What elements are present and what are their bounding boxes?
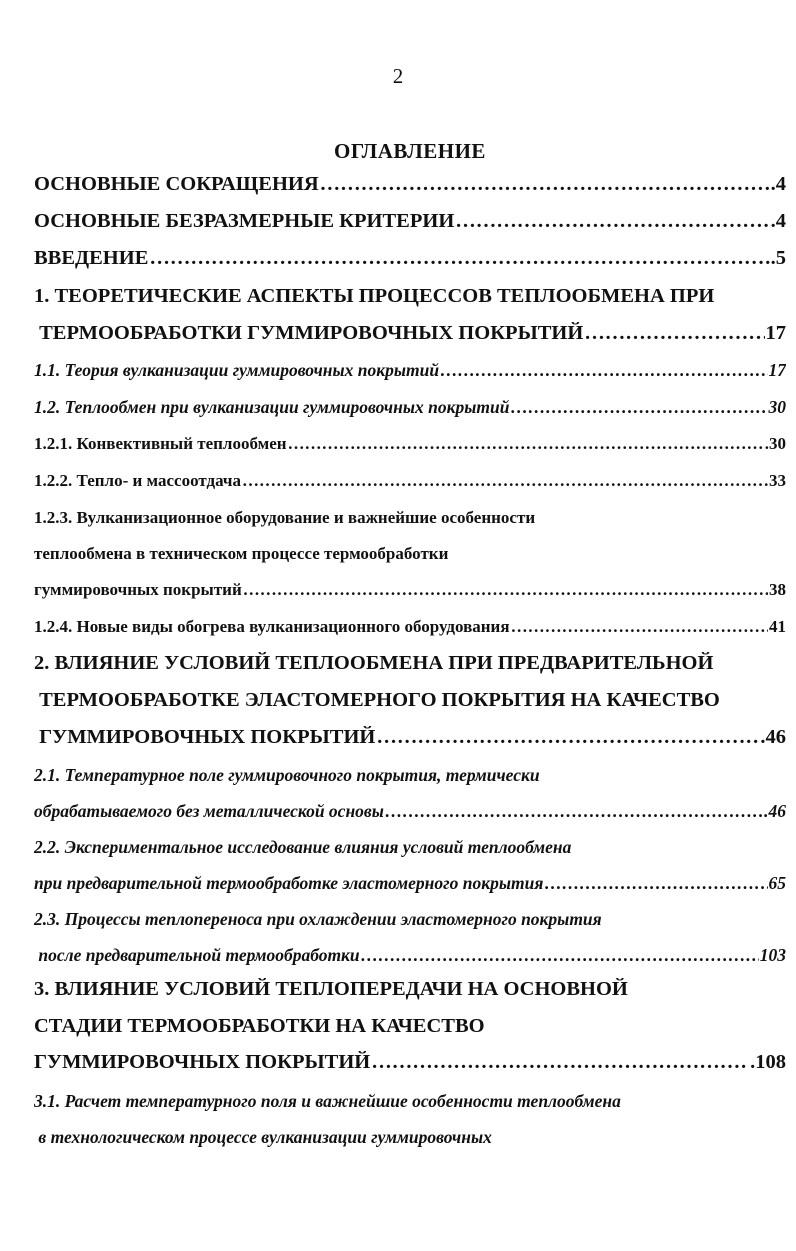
toc-section-1-2-4: 1.2.4. Новые виды обогрева вулканизационного оборудования …………………………………………………………………………………………………………………………………………………………………………………………………………………………………… 41	[34, 617, 786, 647]
toc-section-1-2-3-line-2: теплообмена в техническом процессе термообработки	[34, 544, 449, 563]
toc-section-1-1: 1.1. Теория вулканизации гуммировочных покрытий …………………………………………………………………………………………………………………………………………………………………………………………………………………………………… 17	[34, 360, 786, 390]
toc-section-2-1-line-1: 2.1. Температурное поле гуммировочного покрытия, термически	[34, 765, 540, 785]
toc-section-1-2-2: 1.2.2. Тепло- и массоотдача …………………………………………………………………………………………………………………………………………………………………………………………………………………………………… 33	[34, 471, 786, 501]
toc-chapter-3-line-2: СТАДИИ ТЕРМООБРАБОТКИ НА КАЧЕСТВО	[34, 1015, 485, 1037]
toc-chapter-2-line-2: ТЕРМООБРАБОТКЕ ЭЛАСТОМЕРНОГО ПОКРЫТИЯ НА КАЧЕСТВО	[34, 689, 720, 711]
toc-section-1-2: 1.2. Теплообмен при вулканизации гуммировочных покрытий …………………………………………………………………………………………………………………………………………………………………………………………………………………………………… 30	[34, 397, 786, 427]
toc-chapter-2-line-3: ГУММИРОВОЧНЫХ ПОКРЫТИЙ …………………………………………………………………………………………………………………………………………………………………………………………………………………………………… .46	[34, 726, 786, 756]
toc-chapter-3-line-3: ГУММИРОВОЧНЫХ ПОКРЫТИЙ …………………………………………………………………………………………………………………………………………………………………………………………………………………………………… .108	[34, 1051, 786, 1081]
toc-section-1-2-1: 1.2.1. Конвективный теплообмен …………………………………………………………………………………………………………………………………………………………………………………………………………………………………… .30	[34, 434, 786, 464]
toc-title: ОГЛАВЛЕНИЕ	[334, 139, 486, 163]
toc-section-2-3-line-2: после предварительной термообработки …………………………………………………………………………………………………………………………………………………………………………………………………………………………………… 103	[34, 945, 786, 975]
toc-section-2-1-line-2: обрабатываемого без металлической основы …………………………………………………………………………………………………………………………………………………………………………………………………………………………………… .46	[34, 801, 786, 831]
toc-section-2-2-line-2: при предварительной термообработке эластомерного покрытия …………………………………………………………………………………………………………………………………………………………………………………………………………………………………… 65	[34, 873, 786, 903]
toc-chapter-2-line-1: 2. ВЛИЯНИЕ УСЛОВИЙ ТЕПЛООБМЕНА ПРИ ПРЕДВАРИТЕЛЬНОЙ	[34, 652, 714, 674]
toc-entry-introduction: ВВЕДЕНИЕ …………………………………………………………………………………………………………………………………………………………………………………………………………………………………… .5	[34, 247, 786, 277]
toc-section-3-1-line-1: 3.1. Расчет температурного поля и важнейшие особенности теплообмена	[34, 1091, 621, 1111]
toc-section-2-3-line-1: 2.3. Процессы теплопереноса при охлаждении эластомерного покрытия	[34, 909, 602, 929]
toc-section-3-1-line-2: в технологическом процессе вулканизации гуммировочных	[34, 1127, 492, 1147]
toc-section-1-2-3-line-1: 1.2.3. Вулканизационное оборудование и важнейшие особенности	[34, 508, 536, 527]
page-number: 2	[392, 64, 404, 88]
toc-chapter-1-line-2: ТЕРМООБРАБОТКИ ГУММИРОВОЧНЫХ ПОКРЫТИЙ …………………………………………………………………………………………………………………………………………………………………………………………………………………………………… 17	[34, 322, 786, 352]
toc-chapter-3-line-1: 3. ВЛИЯНИЕ УСЛОВИЙ ТЕПЛОПЕРЕДАЧИ НА ОСНОВНОЙ	[34, 978, 628, 1000]
toc-chapter-1-line-1: 1. ТЕОРЕТИЧЕСКИЕ АСПЕКТЫ ПРОЦЕССОВ ТЕПЛООБМЕНА ПРИ	[34, 285, 715, 307]
toc-entry-abbreviations: ОСНОВНЫЕ СОКРАЩЕНИЯ …………………………………………………………………………………………………………………………………………………………………………………………………………………………………… .4	[34, 173, 786, 203]
toc-section-2-2-line-1: 2.2. Экспериментальное исследование влияния условий теплообмена	[34, 837, 572, 857]
toc-entry-criteria: ОСНОВНЫЕ БЕЗРАЗМЕРНЫЕ КРИТЕРИИ …………………………………………………………………………………………………………………………………………………………………………………………………………………………………… .4	[34, 210, 786, 240]
toc-section-1-2-3-line-3: гуммировочных покрытий …………………………………………………………………………………………………………………………………………………………………………………………………………………………………… 38	[34, 580, 786, 610]
